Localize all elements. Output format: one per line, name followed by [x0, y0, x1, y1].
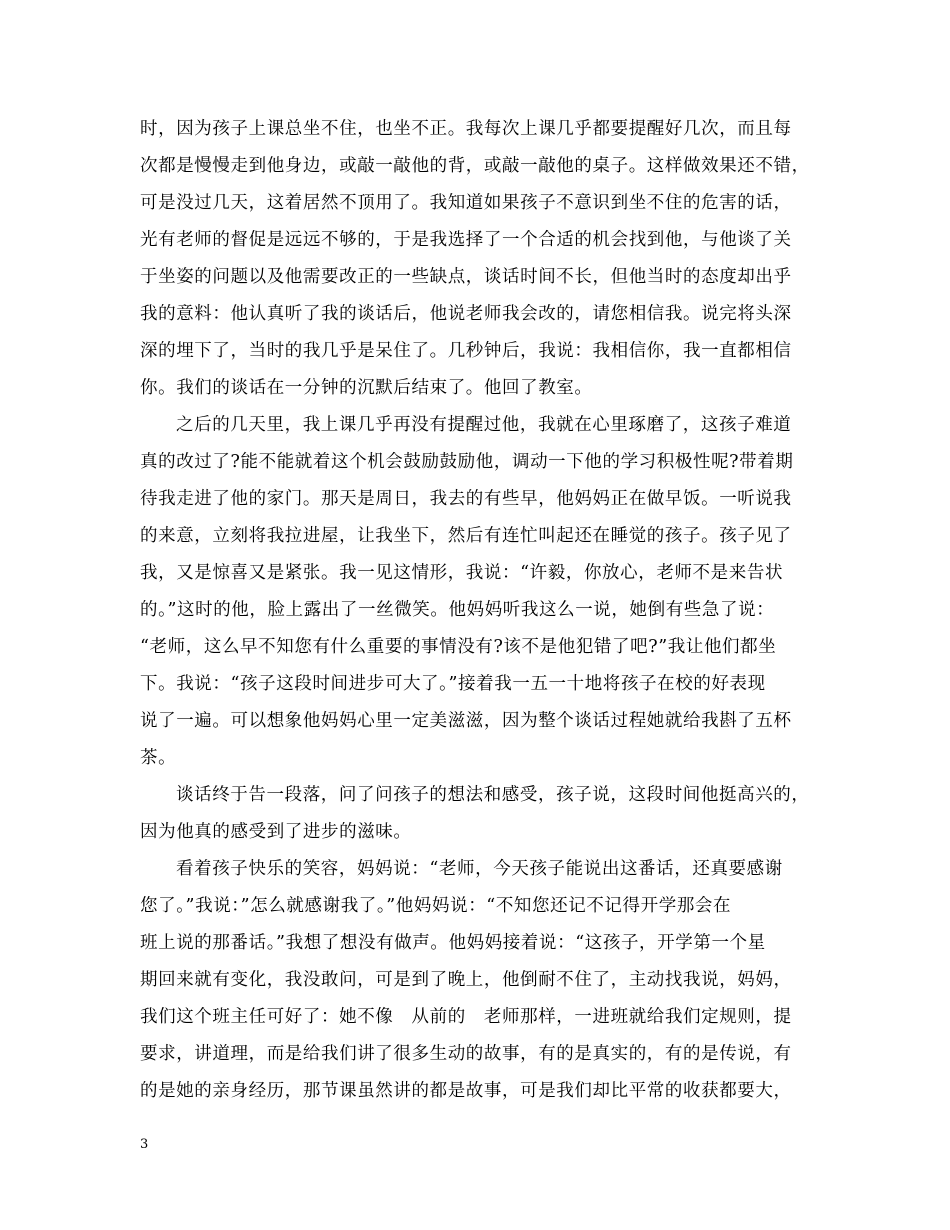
text-line: 我，又是惊喜又是紧张。我一见这情形，我说：“许毅，你放心，老师不是来告状: [140, 563, 784, 583]
text-line: 的是她的亲身经历，那节课虽然讲的都是故事，可是我们却比平常的收获都要大，: [140, 1081, 792, 1101]
text-line: 可是没过几天，这着居然不顶用了。我知道如果孩子不意识到坐不住的危害的话，: [140, 193, 792, 213]
text-line: 光有老师的督促是远远不够的，于是我选择了一个合适的机会找到他，与他谈了关: [140, 230, 792, 250]
text-line: 说了一遍。可以想象他妈妈心里一定美滋滋，因为整个谈话过程她就给我斟了五杯: [140, 711, 792, 731]
text-line: 下。我说：“孩子这段时间进步可大了。”接着我一五一十地将孩子在校的好表现: [140, 674, 766, 694]
paragraph-start-line: 之后的几天里，我上课几乎再没有提醒过他，我就在心里琢磨了，这孩子难道: [176, 415, 792, 435]
text-line: 要求，讲道理，而是给我们讲了很多生动的故事，有的是真实的，有的是传说，有: [140, 1044, 792, 1064]
text-line: 的来意，立刻将我拉进屋，让我坐下，然后有连忙叫起还在睡觉的孩子。孩子见了: [140, 526, 792, 546]
text-line: 期回来就有变化，我没敢问，可是到了晚上，他倒耐不住了，主动找我说，妈妈，: [140, 970, 792, 990]
text-line: 因为他真的感受到了进步的滋味。: [140, 822, 412, 842]
text-line: 我的意料：他认真听了我的谈话后，他说老师我会改的，请您相信我。说完将头深: [140, 304, 792, 324]
text-line: 深的埋下了，当时的我几乎是呆住了。几秒钟后，我说：我相信你，我一直都相信: [140, 341, 792, 361]
text-line: 茶。: [140, 748, 177, 768]
text-line: 待我走进了他的家门。那天是周日，我去的有些早，他妈妈正在做早饭。一听说我: [140, 489, 792, 509]
text-line: 你。我们的谈话在一分钟的沉默后结束了。他回了教室。: [140, 378, 593, 398]
text-line: 次都是慢慢走到他身边，或敲一敲他的背，或敲一敲他的桌子。这样做效果还不错，: [140, 156, 810, 176]
page-number: 3: [140, 1137, 149, 1152]
text-line: 时，因为孩子上课总坐不住，也坐不正。我每次上课几乎都要提醒好几次，而且每: [140, 119, 792, 139]
text-line: 于坐姿的问题以及他需要改正的一些缺点，谈话时间不长，但他当时的态度却出乎: [140, 267, 792, 287]
paragraph-start-line: 谈话终于告一段落，问了问孩子的想法和感受，孩子说，这段时间他挺高兴的，: [176, 785, 810, 805]
text-line: 我们这个班主任可好了：她不像 从前的 老师那样，一进班就给我们定规则，提: [140, 1007, 792, 1027]
text-line: 的。”这时的他，脸上露出了一丝微笑。他妈妈听我这么一说，她倒有些急了说：: [140, 600, 775, 620]
text-line: “老师，这么早不知您有什么重要的事情没有?该不是他犯错了吧?”我让他们都坐: [140, 637, 777, 657]
paragraph-start-line: 看着孩子快乐的笑容，妈妈说：“老师，今天孩子能说出这番话，还真要感谢: [176, 859, 783, 879]
text-line: 班上说的那番话。”我想了想没有做声。他妈妈接着说：“这孩子，开学第一个星: [140, 933, 766, 953]
text-line: 您了。”我说：”怎么就感谢我了。”他妈妈说：“不知您还记不记得开学那会在: [140, 896, 732, 916]
text-line: 真的改过了?能不能就着这个机会鼓励鼓励他，调动一下他的学习积极性呢?带着期: [140, 452, 794, 472]
